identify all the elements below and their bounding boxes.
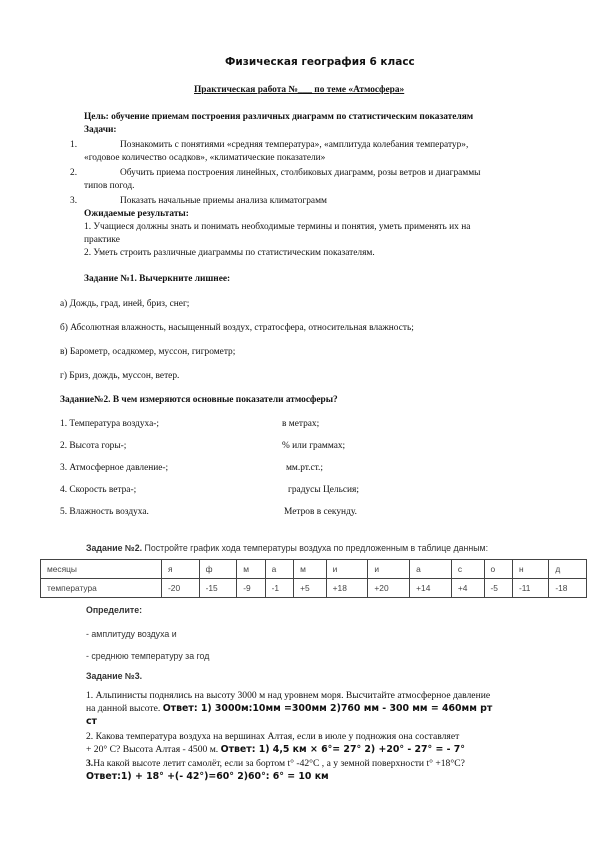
table-cell: +14 — [410, 579, 452, 598]
task2-title: Задание№2. В чем измеряются основные показатели атмосферы? — [60, 395, 338, 405]
table-cell: -18 — [549, 579, 587, 598]
table-cell: месяцы — [41, 560, 162, 579]
table-cell: н — [512, 560, 548, 579]
measure-item: 5. Влажность воздуха. — [60, 507, 149, 517]
table-cell: +5 — [294, 579, 327, 598]
task3-p2: 2. Какова температура воздуха на вершинах Алтая, если в июле у подножия она составляет — [86, 731, 460, 742]
task1-item: б) Абсолютная влажность, насыщенный воздух, стратосфера, относительная влажность; — [60, 323, 414, 333]
task-num: 1. — [70, 140, 78, 150]
task3-p1-text: на данной высоте. — [86, 703, 161, 714]
task3-p3-answer: Ответ:1) + 18° +(- 42°)=60° 2)60°: 6° = 10 км — [86, 771, 329, 782]
task3-p2-line2 — [86, 744, 465, 756]
task3-p2-answer: Ответ: 1) 4,5 км × 6°= 27° 2) +20° - 27° = - 7° — [220, 744, 465, 755]
task1-item: г) Бриз, дождь, муссон, ветер. — [60, 371, 180, 381]
page-title: Физическая география 6 класс — [225, 56, 415, 68]
expected-line: практике — [84, 235, 120, 245]
task3-p1-answer-cont: ст — [86, 716, 97, 727]
task-text-cont: «годовое количество осадков», «климатические показатели» — [84, 153, 326, 163]
table-cell: +4 — [451, 579, 484, 598]
table-cell: -15 — [199, 579, 237, 598]
task-num: 3. — [70, 196, 78, 206]
table-cell: -1 — [265, 579, 293, 598]
expected-line: 1. Учащиеся должны знать и понимать необходимые термины и понятия, уметь применять их на — [84, 222, 471, 232]
tasks-label: Задачи: — [84, 125, 117, 135]
table-row — [41, 560, 587, 579]
measure-item: 3. Атмосферное давление-; — [60, 463, 169, 473]
measure-unit: мм.рт.ст.; — [286, 463, 324, 473]
question-average: - среднюю температуру за год — [86, 651, 210, 661]
task3-title: Задание №3. — [86, 671, 143, 681]
practical-work-title: Практическая работа №___ по теме «Атмосфера» — [194, 85, 405, 95]
table-cell: и — [368, 560, 410, 579]
table-cell: -11 — [512, 579, 548, 598]
measure-item: 2. Высота горы-; — [60, 441, 127, 451]
table-cell: +18 — [326, 579, 368, 598]
table-cell: ф — [199, 560, 237, 579]
task-text: Обучить приема построения линейных, столбиковых диаграмм, розы ветров и диаграммы — [120, 168, 481, 178]
task1-item: в) Барометр, осадкомер, муссон, гигрометр; — [60, 347, 236, 357]
task-num: 2. — [70, 168, 78, 178]
task3-p1: 1. Альпинисты поднялись на высоту 3000 м над уровнем моря. Высчитайте атмосферное давление — [86, 690, 491, 701]
table-cell: -9 — [237, 579, 265, 598]
task3-p3 — [86, 758, 465, 770]
table-cell: я — [162, 560, 200, 579]
table-cell: м — [294, 560, 327, 579]
table-cell: +20 — [368, 579, 410, 598]
task-text-cont: типов погод. — [84, 181, 135, 191]
task1-item: а) Дождь, град, иней, бриз, снег; — [60, 299, 190, 309]
measure-item: 4. Скорость ветра-; — [60, 485, 137, 495]
task2b-title-bold: Задание №2. — [86, 543, 143, 553]
table-cell: с — [451, 560, 484, 579]
table-cell: и — [326, 560, 368, 579]
task3-p1-line2 — [86, 703, 492, 715]
task3-p1-answer: Ответ: 1) 3000м:10мм =300мм 2)760 мм - 300 мм = 460мм рт — [162, 703, 493, 714]
table-cell: а — [265, 560, 293, 579]
goal: Цель: обучение приемам построения различных диаграмм по статистическим показателям — [84, 112, 474, 122]
define-label: Определите: — [86, 605, 143, 615]
table-cell: а — [410, 560, 452, 579]
task3-p3-num: 3. — [86, 758, 94, 769]
measure-item: 1. Температура воздуха-; — [60, 419, 159, 429]
measure-unit: в метрах; — [282, 419, 320, 429]
table-cell: д — [549, 560, 587, 579]
table-cell: -5 — [484, 579, 512, 598]
task2b-heading — [86, 542, 488, 554]
table-cell: -20 — [162, 579, 200, 598]
task3-p3-text: На какой высоте летит самолёт, если за бортом t° -42°С , а у земной поверхности t° +18°С? — [93, 758, 465, 769]
expected-line: 2. Уметь строить различные диаграммы по статистическим показателям. — [84, 248, 375, 258]
table-cell: м — [237, 560, 265, 579]
table-cell: о — [484, 560, 512, 579]
measure-unit: градусы Цельсия; — [288, 485, 359, 495]
table-row — [41, 579, 587, 598]
task3-p2-text: + 20° С? Высота Алтая - 4500 м. — [86, 744, 219, 755]
temperature-table — [40, 559, 587, 598]
expected-label: Ожидаемые результаты: — [84, 209, 189, 219]
table-cell: температура — [41, 579, 162, 598]
task-text: Познакомить с понятиями «средняя температура», «амплитуда колебания температур», — [120, 140, 469, 150]
task2b-title-rest: Постройте график хода температуры воздуха по предложенным в таблице данным: — [144, 543, 489, 553]
measure-unit: Метров в секунду. — [284, 507, 357, 517]
task-text: Показать начальные приемы анализа климатограмм — [120, 196, 327, 206]
task1-title: Задание №1. Вычеркните лишнее: — [84, 274, 231, 284]
measure-unit: % или граммах; — [282, 441, 346, 451]
question-amplitude: - амплитуду воздуха и — [86, 629, 177, 639]
